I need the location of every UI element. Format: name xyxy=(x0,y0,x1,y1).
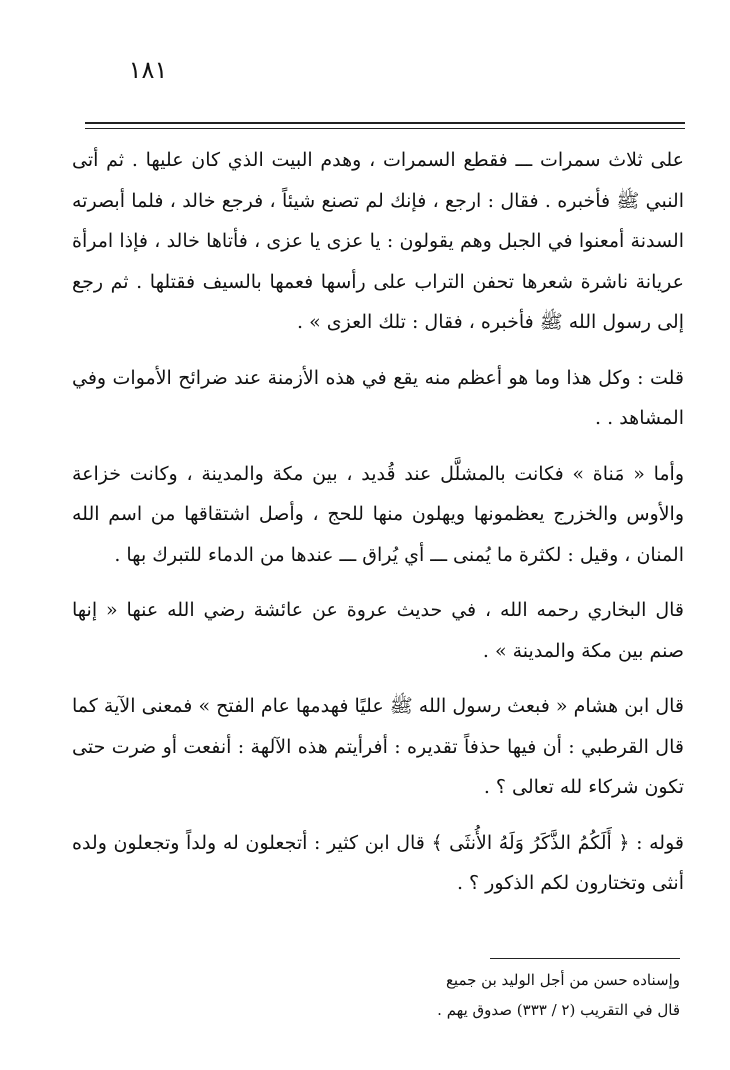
footnote-line-2: قال في التقريب (٢ / ٣٣٣) صدوق يهم . xyxy=(437,1001,680,1019)
paragraph-6: قوله : ﴿ أَلَكُمُ الذَّكَرُ وَلَهُ الأُنثَى ﴾ قال ابن كثير : أتجعلون له ولداً وتجعلون ولده أنثى وتختارون لكم الذكور ؟ . xyxy=(72,831,684,894)
paragraph-5: قال ابن هشام « فبعث رسول الله ﷺ عليًا فهدمها عام الفتح » فمعنى الآية كما قال القرطبي : أن فيها حذفاً تقديره : أفرأيتم هذه الآلهة : أنفعت أو ضرت حتى تكون شركاء لله تعالى ؟ . xyxy=(72,695,684,798)
header-rule-thick xyxy=(85,122,685,124)
footnote-separator xyxy=(490,958,680,959)
footnotes xyxy=(300,965,680,1025)
paragraph-4: قال البخاري رحمه الله ، في حديث عروة عن عائشة رضي الله عنها « إنها صنم بين مكة والمدينة » . xyxy=(72,599,684,662)
paragraph-2: قلت : وكل هذا وما هو أعظم منه يقع في هذه الأزمنة عند ضرائح الأموات وفي المشاهد . . xyxy=(72,366,684,429)
footnote-line-1: وإسناده حسن من أجل الوليد بن جميع xyxy=(445,971,680,989)
paragraph-1: على ثلاث سمرات ـــ فقطع السمرات ، وهدم البيت الذي كان عليها . ثم أتى النبي ﷺ فأخبره . فقال : ارجع ، فإنك لم تصنع شيئاً ، فرجع خالد ، فلما أبصرته السدنة أمعنوا في الجبل وهم يقولون : يا عزى يا عزى ، فأتاها خالد ، فإذا امرأة عريانة ناشرة شعرها تحفن التراب على رأسها فعمها بالسيف فقتلها . ثم رجع إلى رسول الله ﷺ فأخبره ، فقال : تلك العزى » . xyxy=(72,149,684,333)
paragraph-3: وأما « مَناة » فكانت بالمشلَّل عند قُديد ، بين مكة والمدينة ، وكانت خزاعة والأوس والخزرج يعظمونها ويهلون منها للحج ، وأصل اشتقاقها من اسم الله المنان ، وقيل : لكثرة ما يُمنى ـــ أي يُراق ـــ عندها من الدماء للتبرك بها . xyxy=(72,462,684,566)
main-text xyxy=(72,140,684,919)
header-rule-thin xyxy=(85,128,685,129)
page-number: ١٨١ xyxy=(128,56,168,84)
